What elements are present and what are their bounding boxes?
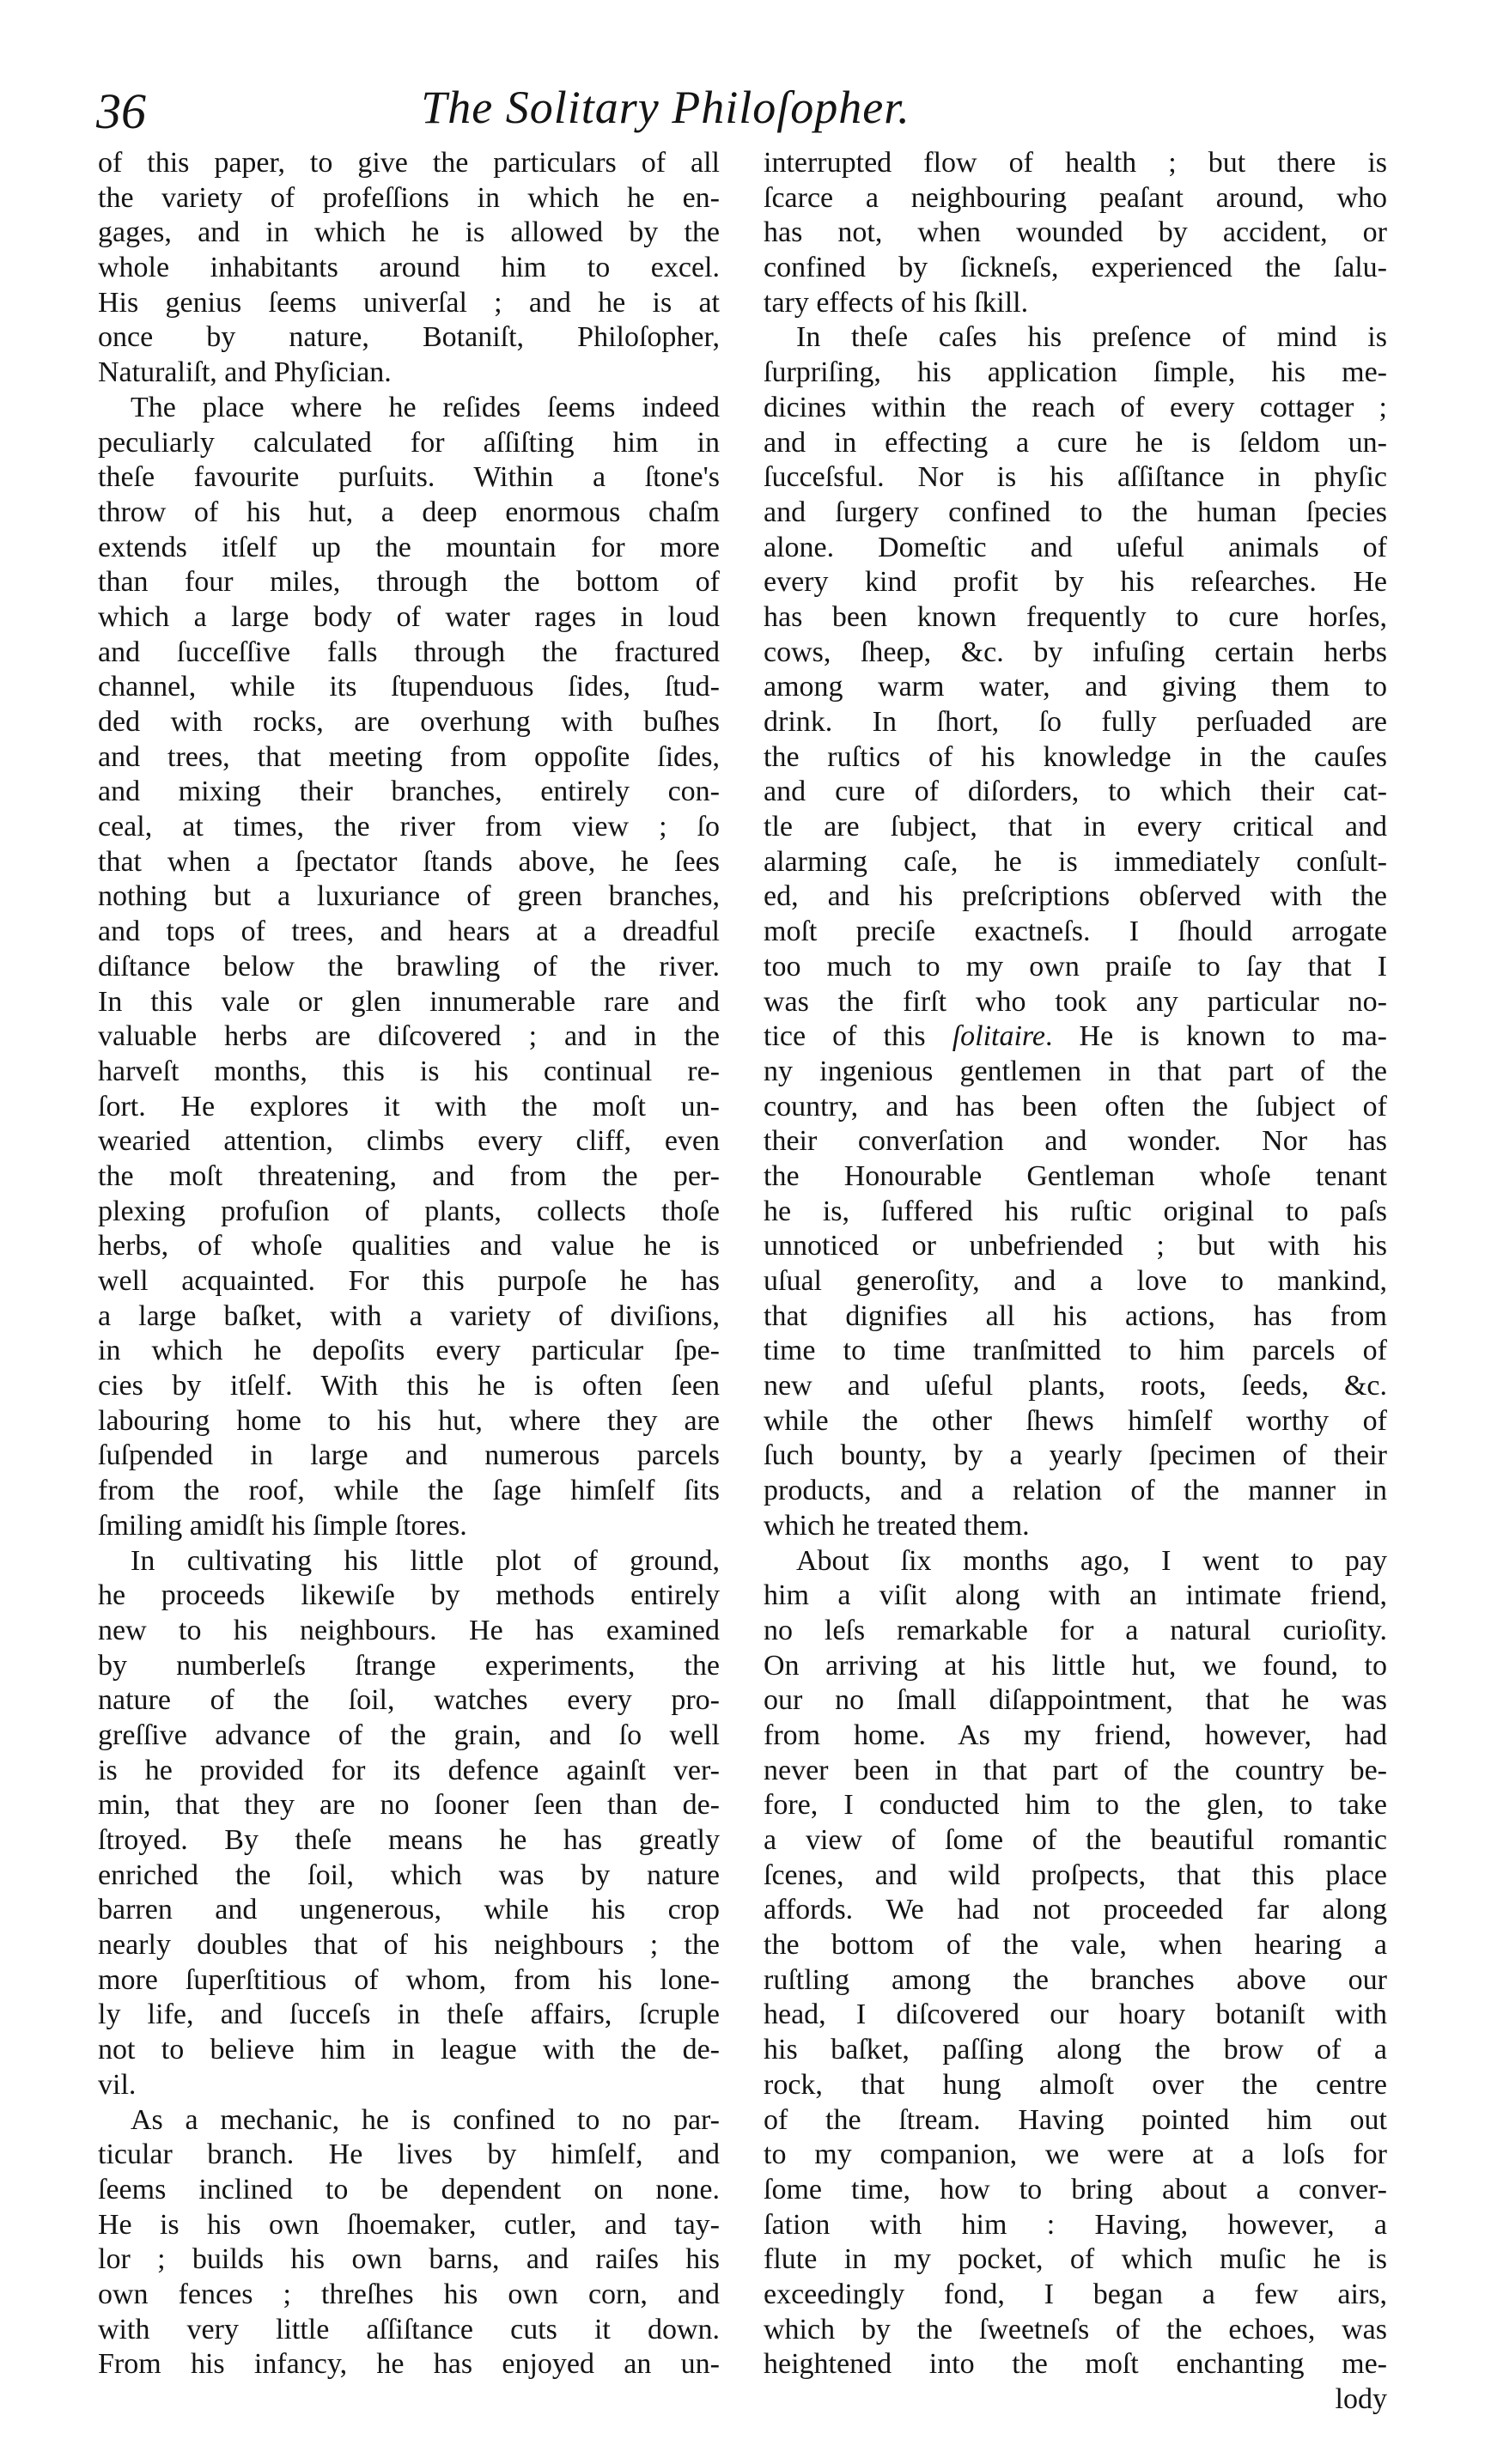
- text-line: was the firſt who took any particular no-: [764, 985, 1387, 1018]
- text-line: has not, when wounded by accident, or: [764, 216, 1387, 249]
- text-line: the variety of profeſſions in which he en-: [98, 181, 720, 214]
- text-line: diſtance below the brawling of the river.: [98, 950, 720, 983]
- text-line: ded with rocks, are overhung with buſhes: [98, 706, 720, 738]
- text-line: In theſe caſes his preſence of mind is: [796, 321, 1387, 354]
- text-line: to my companion, we were at a loſs for: [764, 2139, 1387, 2171]
- text-line: ſtroyed. By theſe means he has greatly: [98, 1824, 720, 1856]
- text-line: ſuſpended in large and numerous parcels: [98, 1439, 720, 1472]
- text-line: by numberleſs ſtrange experiments, the: [98, 1649, 720, 1682]
- text-line: ſuch bounty, by a yearly ſpecimen of their: [764, 1439, 1387, 1472]
- text-line: and ſurgery confined to the human ſpecies: [764, 496, 1387, 528]
- text-line: On arriving at his little hut, we found, to: [764, 1649, 1387, 1682]
- text-line: of the ſtream. Having pointed him out: [764, 2103, 1387, 2136]
- text-line: As a mechanic, he is confined to no par-: [131, 2103, 720, 2136]
- text-line: every kind profit by his reſearches. He: [764, 566, 1387, 599]
- text-line: new and uſeful plants, roots, ſeeds, &c.: [764, 1370, 1387, 1402]
- text-line: own fences ; threſhes his own corn, and: [98, 2278, 720, 2310]
- text-line: nothing but a luxuriance of green branches,: [98, 880, 720, 913]
- text-line: him a viſit along with an intimate friend,: [764, 1579, 1387, 1612]
- text-line: from the roof, while the ſage himſelf ſits: [98, 1475, 720, 1507]
- text-line: our no ſmall diſappointment, that he was: [764, 1684, 1387, 1717]
- text-line: enriched the ſoil, which was by nature: [98, 1859, 720, 1891]
- paragraph: [98, 1544, 720, 2103]
- text-line: and ſucceſſive falls through the fractured: [98, 636, 720, 668]
- text-line: the bottom of the vale, when hearing a: [764, 1929, 1387, 1962]
- text-line: ly life, and ſucceſs in theſe affairs, ſcruple: [98, 1999, 720, 2031]
- text-line: gages, and in which he is allowed by the: [98, 216, 720, 249]
- text-line: harveſt months, this is his continual re-: [98, 1055, 720, 1087]
- text-line: confined by ſickneſs, experienced the ſalu-: [764, 252, 1387, 284]
- text-line: while the other ſhews himſelf worthy of: [764, 1404, 1387, 1437]
- text-line: whole inhabitants around him to excel.: [98, 252, 720, 284]
- text-line: tle are ſubject, that in every critical and: [764, 811, 1387, 843]
- text-line: flute in my pocket, of which muſic he is: [764, 2243, 1387, 2276]
- text-line: fore, I conducted him to the glen, to take: [764, 1789, 1387, 1822]
- text-line: more ſuperſtitious of whom, from his lone-: [98, 1963, 720, 1996]
- text-line: lor ; builds his own barns, and raiſes his: [98, 2243, 720, 2276]
- text-line: He is his own ſhoemaker, cutler, and tay-: [98, 2208, 720, 2241]
- text-line: cows, ſheep, &c. by infuſing certain herbs: [764, 636, 1387, 668]
- text-line: and in effecting a cure he is ſeldom un-: [764, 426, 1387, 459]
- text-line: ſation with him : Having, however, a: [764, 2208, 1387, 2241]
- paragraph: [98, 146, 720, 391]
- text-line: he proceeds likewiſe by methods entirely: [98, 1579, 720, 1612]
- text-line: throw of his hut, a deep enormous chaſm: [98, 496, 720, 528]
- text-line: rock, that hung almoſt over the centre: [764, 2068, 1387, 2101]
- text-line: the Honourable Gentleman whoſe tenant: [764, 1159, 1387, 1192]
- text-line: head, I diſcovered our hoary botaniſt with: [764, 1999, 1387, 2031]
- paragraph: [764, 146, 1387, 320]
- paragraph: [98, 2103, 720, 2383]
- text-line: and cure of diſorders, to which their cat-: [764, 776, 1387, 808]
- text-line: channel, while its ſtupenduous ſides, ſtud-: [98, 671, 720, 703]
- text-line: affords. We had not proceeded far along: [764, 1894, 1387, 1926]
- text-line: plexing profuſion of plants, collects thoſe: [98, 1195, 720, 1227]
- text-line: ſeems inclined to be dependent on none.: [98, 2173, 720, 2205]
- text-line: time to time tranſmitted to him parcels of: [764, 1335, 1387, 1367]
- text-line: their converſation and wonder. Nor has: [764, 1125, 1387, 1158]
- text-line: In cultivating his little plot of ground,: [131, 1544, 720, 1577]
- text-line: nearly doubles that of his neighbours ; the: [98, 1929, 720, 1962]
- text-line: which he treated them.: [764, 1509, 1030, 1542]
- text-line: tary effects of his ſkill.: [764, 286, 1029, 319]
- text-line: the ruſtics of his knowledge in the cauſes: [764, 740, 1387, 773]
- italic-word: ſolitaire: [952, 1020, 1045, 1053]
- text-line: moſt preciſe exactneſs. I ſhould arrogate: [764, 916, 1387, 948]
- text-line: the moſt threatening, and from the per-: [98, 1159, 720, 1192]
- text-line: which a large body of water rages in loud: [98, 600, 720, 633]
- text-line: from home. As my friend, however, had: [764, 1719, 1387, 1751]
- text-line: ſcarce a neighbouring peaſant around, who: [764, 181, 1387, 214]
- text-line: ny ingenious gentlemen in that part of the: [764, 1055, 1387, 1087]
- text-line: never been in that part of the country be-: [764, 1754, 1387, 1786]
- text-line: ſucceſsful. Nor is his aſſiſtance in phyſic: [764, 461, 1387, 494]
- text-line: well acquainted. For this purpoſe he has: [98, 1265, 720, 1297]
- text-line: theſe favourite purſuits. Within a ſtone's: [98, 461, 720, 494]
- text-line: products, and a relation of the manner in: [764, 1475, 1387, 1507]
- text-line: not to believe him in league with the de-: [98, 2034, 720, 2066]
- running-title: The Solitary Philoſopher.: [421, 82, 910, 133]
- text-line: ſome time, how to bring about a conver-: [764, 2173, 1387, 2205]
- catchword: lody: [1335, 2383, 1387, 2415]
- text-line: ruſtling among the branches above our: [764, 1963, 1387, 1996]
- text-line: and trees, that meeting from oppoſite ſides,: [98, 740, 720, 773]
- text-line: His genius ſeems univerſal ; and he is at: [98, 286, 720, 319]
- text-line: uſual generoſity, and a love to mankind,: [764, 1265, 1387, 1297]
- text-line: which by the ſweetneſs of the echoes, was: [764, 2313, 1387, 2345]
- text-line: no leſs remarkable for a natural curioſity.: [764, 1614, 1387, 1646]
- text-line: country, and has been often the ſubject of: [764, 1090, 1387, 1122]
- text-line: In this vale or glen innumerable rare and: [98, 985, 720, 1018]
- text-line: wearied attention, climbs every cliff, even: [98, 1125, 720, 1158]
- text-line: a large baſket, with a variety of diviſions,: [98, 1299, 720, 1332]
- text-line: barren and ungenerous, while his crop: [98, 1894, 720, 1926]
- text-line: ſcenes, and wild proſpects, that this place: [764, 1859, 1387, 1891]
- text-line: herbs, of whoſe qualities and value he is: [98, 1230, 720, 1262]
- text-line: of this paper, to give the particulars of all: [98, 147, 720, 179]
- text-line: that when a ſpectator ſtands above, he ſees: [98, 845, 720, 878]
- text-line: Naturaliſt, and Phyſician.: [98, 356, 392, 389]
- text-line: unnoticed or unbefriended ; but with his: [764, 1230, 1387, 1262]
- text-line: interrupted flow of health ; but there is: [764, 147, 1387, 179]
- left-column: [98, 146, 720, 2382]
- text-line: exceedingly fond, I began a few airs,: [764, 2278, 1387, 2310]
- text-line: and mixing their branches, entirely con-: [98, 776, 720, 808]
- text-line: ceal, at times, the river from view ; ſo: [98, 811, 720, 843]
- text-line: valuable herbs are diſcovered ; and in the: [98, 1020, 720, 1053]
- text-line: among warm water, and giving them to: [764, 671, 1387, 703]
- text-line: dicines within the reach of every cottager ;: [764, 391, 1387, 423]
- paragraph: [98, 391, 720, 1544]
- text-line: The place where he reſides ſeems indeed: [131, 391, 720, 423]
- text-line: has been known frequently to cure horſes,: [764, 600, 1387, 633]
- text-line: his baſket, paſſing along the brow of a: [764, 2034, 1387, 2066]
- text-line: than four miles, through the bottom of: [98, 566, 720, 599]
- paragraph: [764, 1544, 1387, 2383]
- text-line: min, that they are no ſooner ſeen than de-: [98, 1789, 720, 1822]
- text-line: in which he depoſits every particular ſpe-: [98, 1335, 720, 1367]
- text-line: peculiarly calculated for aſſiſting him in: [98, 426, 720, 459]
- text-line: ſort. He explores it with the moſt un-: [98, 1090, 720, 1122]
- text-line: with very little aſſiſtance cuts it down.: [98, 2313, 720, 2345]
- right-column: [764, 146, 1387, 2418]
- text-line: that dignifies all his actions, has from: [764, 1299, 1387, 1332]
- text-line: labouring home to his hut, where they are: [98, 1404, 720, 1437]
- text-line: a view of ſome of the beautiful romantic: [764, 1824, 1387, 1856]
- text-line: ſmiling amidſt his ſimple ſtores.: [98, 1509, 467, 1542]
- page-number: 36: [96, 83, 146, 139]
- text-line: is he provided for its defence againſt ver-: [98, 1754, 720, 1786]
- text-line: heightened into the moſt enchanting me-: [764, 2348, 1387, 2381]
- text-line: tice of this ſolitaire. He is known to ma-: [764, 1020, 1387, 1053]
- paragraph: [764, 320, 1387, 1543]
- text-line: extends itſelf up the mountain for more: [98, 531, 720, 563]
- text-line: nature of the ſoil, watches every pro-: [98, 1684, 720, 1717]
- text-line: new to his neighbours. He has examined: [98, 1614, 720, 1646]
- text-line: ed, and his preſcriptions obſerved with the: [764, 880, 1387, 913]
- text-line: ticular branch. He lives by himſelf, and: [98, 2139, 720, 2171]
- text-line: too much to my own praiſe to ſay that I: [764, 950, 1387, 983]
- text-line: From his infancy, he has enjoyed an un-: [98, 2348, 720, 2381]
- text-line: ſurpriſing, his application ſimple, his me-: [764, 356, 1387, 389]
- text-line: alone. Domeſtic and uſeful animals of: [764, 531, 1387, 563]
- text-line: vil.: [98, 2068, 137, 2101]
- text-line: once by nature, Botaniſt, Philoſopher,: [98, 321, 720, 354]
- text-line: drink. In ſhort, ſo fully perſuaded are: [764, 706, 1387, 738]
- text-line: he is, ſuffered his ruſtic original to paſs: [764, 1195, 1387, 1227]
- text-line: greſſive advance of the grain, and ſo well: [98, 1719, 720, 1751]
- text-line: About ſix months ago, I went to pay: [796, 1544, 1387, 1577]
- text-line: and tops of trees, and hears at a dreadful: [98, 916, 720, 948]
- text-line: cies by itſelf. With this he is often ſeen: [98, 1370, 720, 1402]
- text-line: alarming caſe, he is immediately conſult-: [764, 845, 1387, 878]
